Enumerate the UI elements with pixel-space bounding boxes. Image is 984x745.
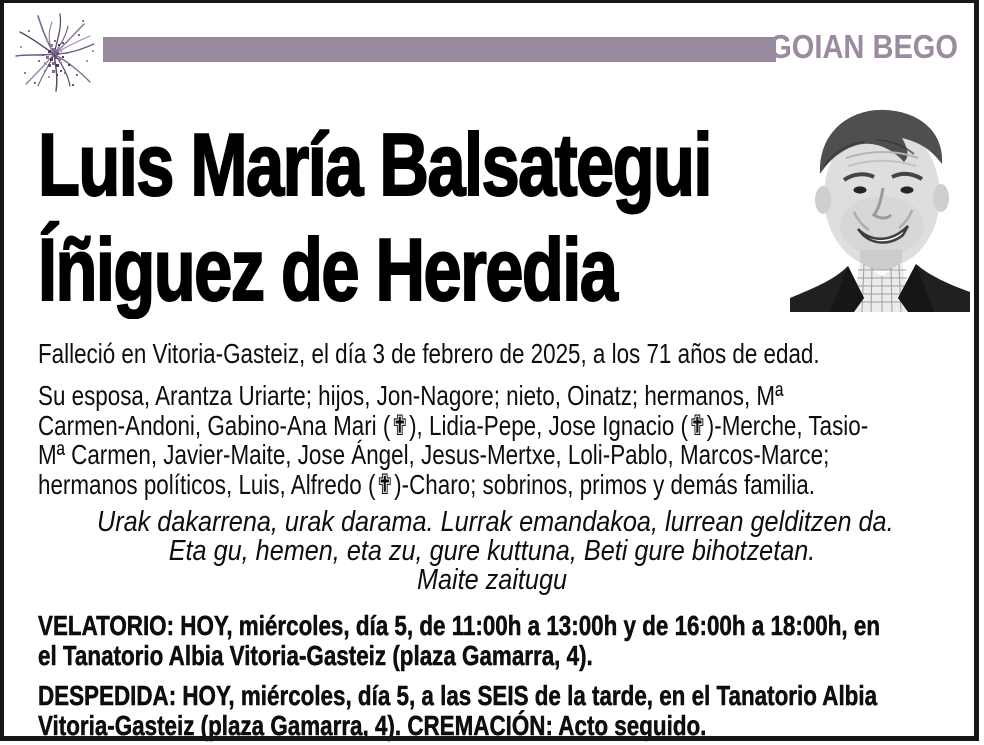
wake-info (38, 610, 881, 671)
deceased-name (38, 112, 711, 322)
deceased-name-line1: Luis María Balsategui (38, 115, 711, 214)
family-line: Carmen-Andoni, Gabino-Ana Mari (✟), Lidia-Pepe, Jose Ignacio (✟)-Merche, Tasio- (38, 409, 869, 441)
farewell-info (38, 680, 878, 741)
deceased-name-line2: Íñiguez de Heredia (38, 220, 617, 319)
wake-info-line: el Tanatorio Albia Vitoria-Gasteiz (plaza Gamarra, 4). (38, 640, 593, 671)
motto-goian-bego: GOIAN BEGO (769, 28, 958, 65)
wake-info-line: VELATORIO: HOY, miércoles, día 5, de 11:00h a 13:00h y de 16:00h a 18:00h, en (38, 610, 881, 641)
deceased-photo (790, 100, 970, 312)
farewell-info-line: Vitoria-Gasteiz (plaza Gamarra, 4). CREMACIÓN: Acto seguido. (38, 710, 707, 741)
verse-line: Urak dakarrena, urak darama. Lurrak emandakoa, lurrean gelditzen da. (97, 506, 894, 538)
death-statement-line: Falleció en Vitoria-Gasteiz, el día 3 de febrero de 2025, a los 71 años de edad. (38, 338, 820, 369)
memorial-verse (97, 506, 894, 596)
family-line: Su esposa, Arantza Uriarte; hijos, Jon-Nagore; nieto, Oinatz; hermanos, Mª (38, 380, 784, 411)
family-line: hermanos políticos, Luis, Alfredo (✟)-Charo; sobrinos, primos y demás familia. (38, 468, 815, 500)
verse-line: Maite zaitugu (416, 564, 568, 596)
verse-line: Eta gu, hemen, eta zu, gure kuttuna, Beti gure bihotzetan. (168, 535, 816, 567)
family-line: Mª Carmen, Javier-Maite, Jose Ángel, Jesus-Mertxe, Loli-Pablo, Marcos-Marce; (38, 439, 830, 470)
family-paragraph (38, 380, 869, 500)
death-statement (38, 337, 820, 371)
farewell-info-line: DESPEDIDA: HOY, miércoles, día 5, a las SEIS de la tarde, en el Tanatorio Albia (38, 680, 878, 711)
floral-ornament-image (8, 10, 100, 95)
